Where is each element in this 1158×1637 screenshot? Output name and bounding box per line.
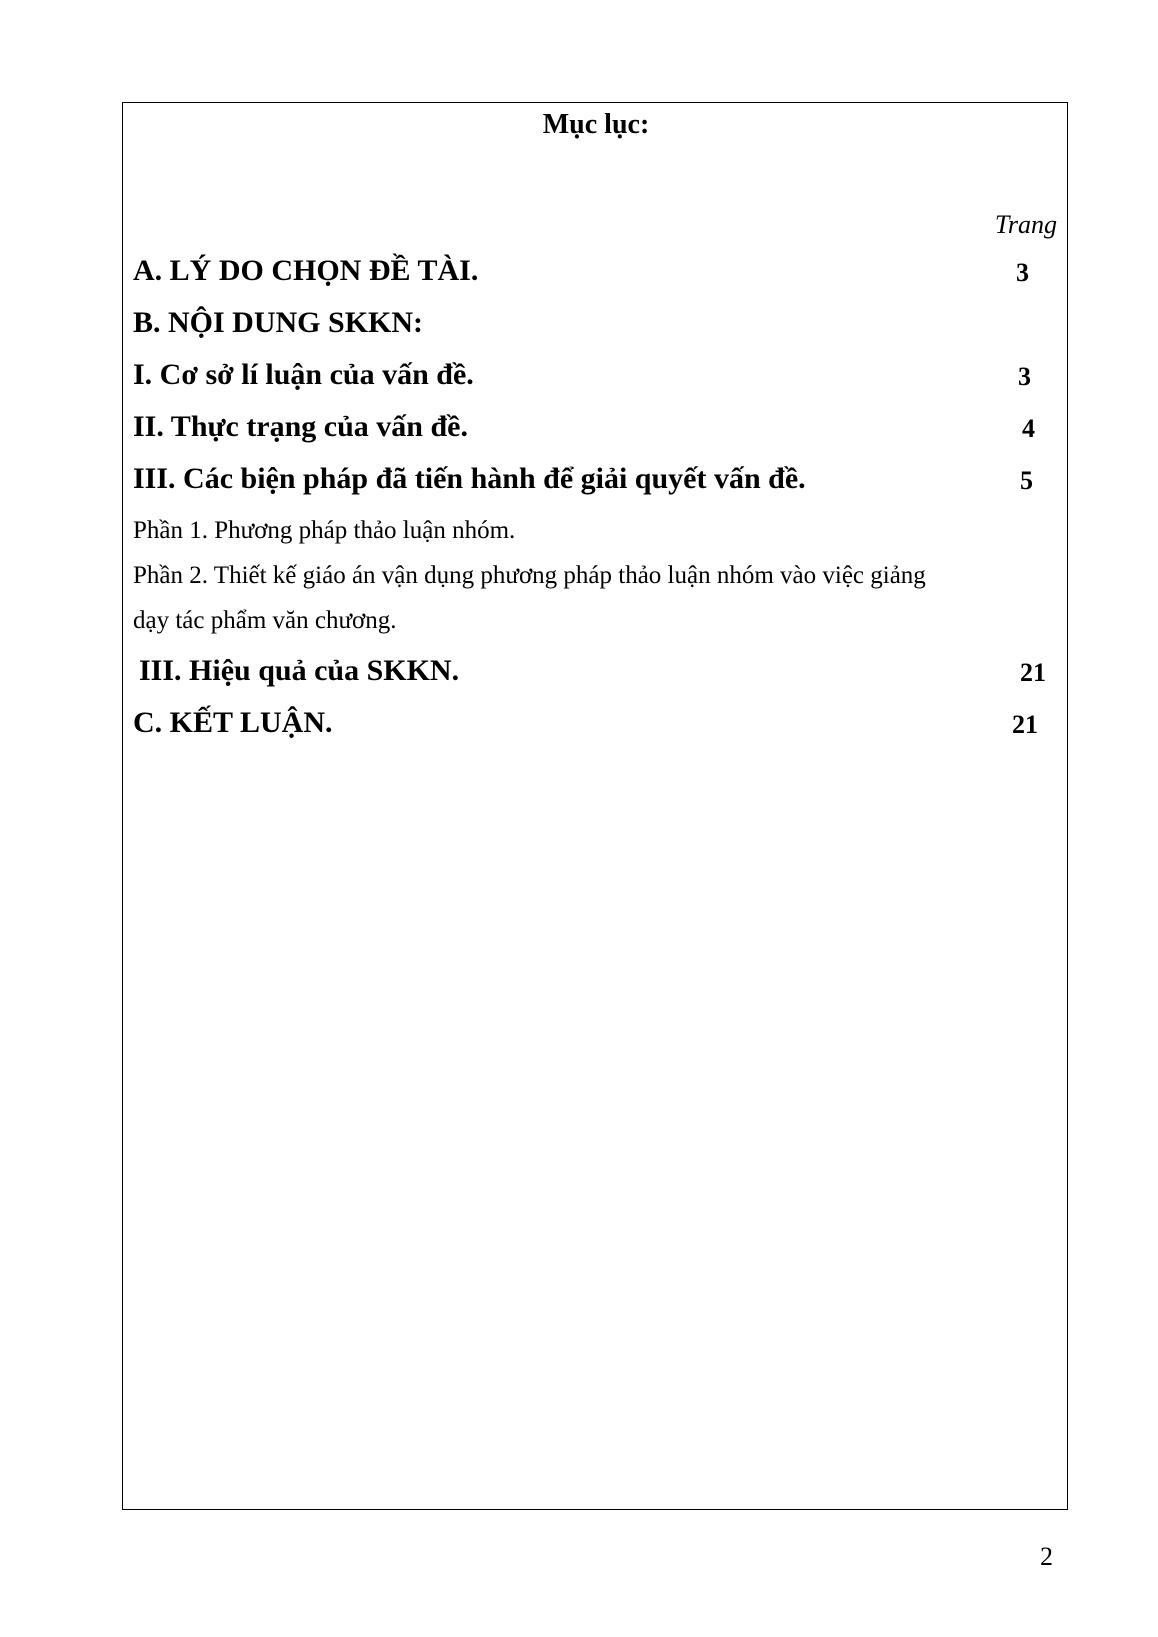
toc-entry-a-page: 3 — [1016, 258, 1029, 287]
toc-frame — [122, 102, 1068, 1510]
toc-entry-b: B. NỘI DUNG SKKN: — [133, 306, 424, 339]
toc-entry-i: I. Cơ sở lí luận của vấn đề. — [133, 358, 474, 391]
toc-entry-c: C. KẾT LUẬN. — [133, 706, 333, 739]
toc-entry-ii: II. Thực trạng của vấn đề. — [133, 410, 468, 443]
toc-title: Mục lục: — [542, 109, 650, 140]
page-column-label: Trang — [994, 210, 1057, 239]
toc-entry-i-page: 3 — [1018, 362, 1031, 391]
toc-sub-entry-part-2: Phần 2. Thiết kế giáo án vận dụng phương pháp thảo luận nhóm vào việc giảng — [133, 562, 926, 589]
toc-entry-iii-results: III. Hiệu quả của SKKN. — [139, 654, 460, 687]
toc-sub-entry-part-1: Phần 1. Phương pháp thảo luận nhóm. — [133, 517, 516, 544]
toc-entry-iii-results-page: 21 — [1020, 658, 1046, 687]
toc-entry-iii-measures-page: 5 — [1020, 466, 1033, 495]
toc-sub-entry-part-2-cont: dạy tác phẩm văn chương. — [133, 607, 397, 634]
toc-entry-c-page: 21 — [1012, 710, 1038, 739]
toc-entry-iii-measures: III. Các biện pháp đã tiến hành để giải quyết vấn đề. — [133, 462, 806, 495]
toc-entry-ii-page: 4 — [1022, 414, 1035, 443]
page-number: 2 — [1040, 1542, 1053, 1571]
toc-entry-a: A. LÝ DO CHỌN ĐỀ TÀI. — [133, 254, 479, 287]
